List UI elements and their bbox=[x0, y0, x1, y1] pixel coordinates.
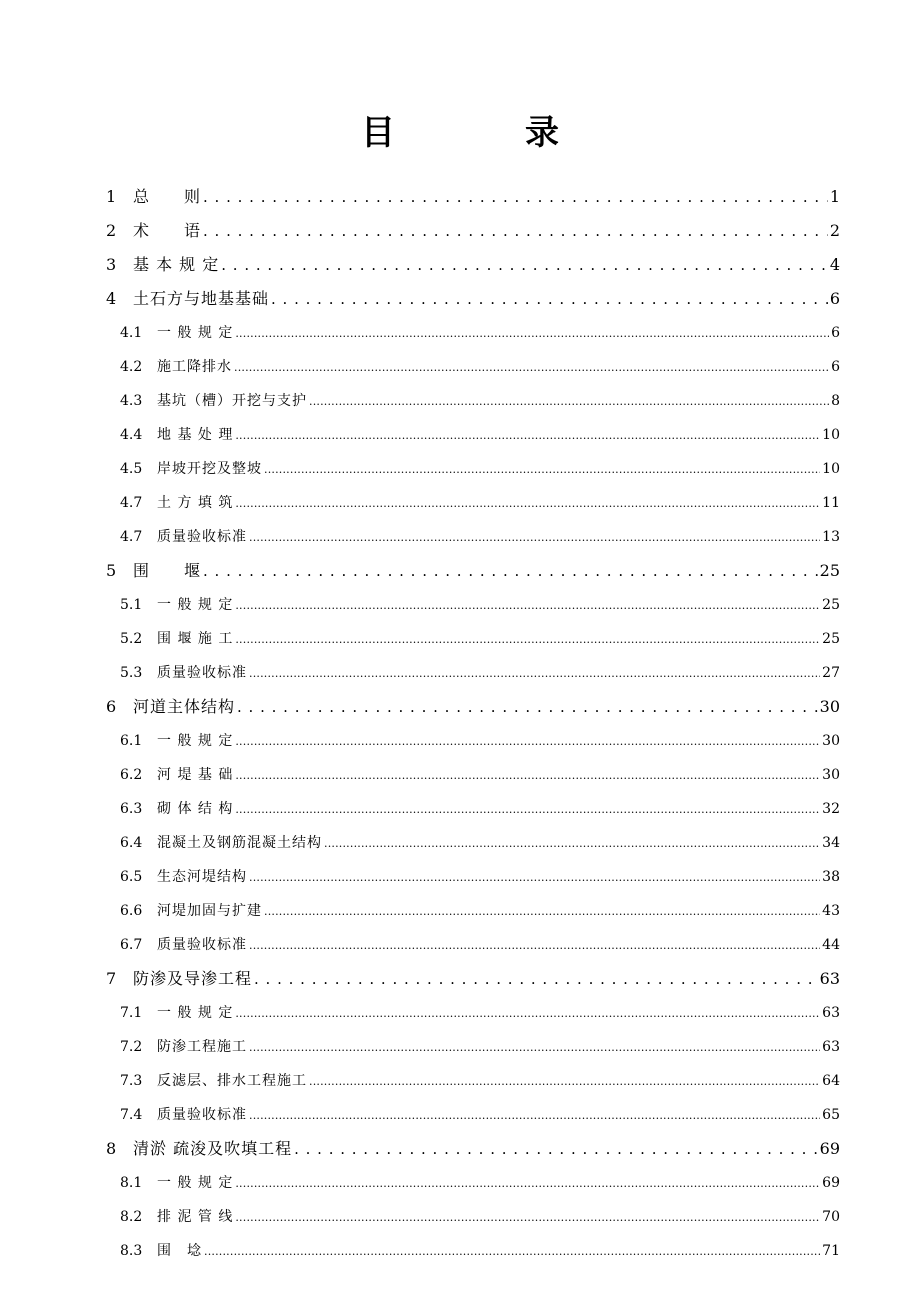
toc-leader-dots bbox=[235, 758, 820, 792]
toc-entry-page-number: 11 bbox=[822, 495, 840, 511]
toc-section-entry[interactable] bbox=[106, 894, 840, 928]
toc-entry-page-number: 30 bbox=[819, 697, 840, 716]
toc-leader-dots bbox=[235, 622, 820, 656]
toc-leader-dots bbox=[204, 1234, 820, 1268]
toc-section-entry[interactable] bbox=[106, 1166, 840, 1200]
toc-entry-label: 生态河堤结构 bbox=[157, 869, 247, 885]
toc-chapter-entry[interactable] bbox=[106, 282, 840, 316]
toc-leader-dots bbox=[309, 384, 829, 418]
toc-entry-number: 8.1 bbox=[120, 1175, 143, 1191]
toc-section-entry[interactable] bbox=[106, 1234, 840, 1268]
toc-entry-label: 河堤加固与扩建 bbox=[157, 903, 262, 919]
toc-entry-label: 河 堤 基 础 bbox=[157, 767, 234, 783]
toc-chapter-entry[interactable] bbox=[106, 962, 840, 996]
toc-leader-dots bbox=[235, 1200, 820, 1234]
toc-entry-label: 术 语 bbox=[133, 221, 202, 240]
toc-section-entry[interactable] bbox=[106, 316, 840, 350]
toc-entry-number: 6.7 bbox=[120, 937, 143, 953]
toc-section-entry[interactable] bbox=[106, 520, 840, 554]
toc-entry-number: 4.3 bbox=[120, 393, 143, 409]
toc-leader-dots bbox=[249, 928, 820, 962]
toc-entry-number: 7.1 bbox=[120, 1005, 143, 1021]
toc-leader-dots bbox=[235, 996, 820, 1030]
toc-leader-dots bbox=[235, 588, 820, 622]
toc-entry-page-number: 63 bbox=[819, 969, 840, 988]
toc-entry-number: 4.7 bbox=[120, 529, 143, 545]
toc-leader-dots bbox=[203, 180, 828, 214]
toc-section-entry[interactable] bbox=[106, 826, 840, 860]
toc-entry-label: 反滤层、排水工程施工 bbox=[157, 1073, 307, 1089]
toc-leader-dots bbox=[254, 962, 818, 996]
toc-entry-label: 质量验收标准 bbox=[157, 937, 247, 953]
toc-section-entry[interactable] bbox=[106, 384, 840, 418]
toc-entry-number: 6 bbox=[106, 697, 117, 716]
toc-chapter-entry[interactable] bbox=[106, 1132, 840, 1166]
toc-entry-page-number: 34 bbox=[822, 835, 840, 851]
toc-entry-page-number: 8 bbox=[831, 393, 840, 409]
toc-entry-page-number: 38 bbox=[822, 869, 840, 885]
toc-section-entry[interactable] bbox=[106, 656, 840, 690]
toc-entry-number: 6.5 bbox=[120, 869, 143, 885]
toc-entry-page-number: 4 bbox=[829, 255, 840, 274]
toc-entry-label: 围 埝 bbox=[157, 1243, 202, 1259]
toc-entry-number: 6.1 bbox=[120, 733, 143, 749]
toc-leader-dots bbox=[203, 214, 828, 248]
toc-entry-label: 土石方与地基基础 bbox=[133, 289, 270, 308]
toc-entry-page-number: 13 bbox=[822, 529, 840, 545]
toc-entry-number: 6.6 bbox=[120, 903, 143, 919]
toc-leader-dots bbox=[249, 656, 820, 690]
toc-leader-dots bbox=[324, 826, 820, 860]
toc-entry-number: 3 bbox=[106, 255, 117, 274]
toc-leader-dots bbox=[249, 520, 820, 554]
toc-entry-number: 4.1 bbox=[120, 325, 143, 341]
toc-leader-dots bbox=[235, 486, 820, 520]
toc-entry-page-number: 69 bbox=[819, 1139, 840, 1158]
toc-entry-label: 混凝土及钢筋混凝土结构 bbox=[157, 835, 322, 851]
toc-entry-page-number: 25 bbox=[822, 597, 840, 613]
toc-section-entry[interactable] bbox=[106, 792, 840, 826]
toc-entry-number: 5.2 bbox=[120, 631, 143, 647]
toc-entry-label: 基坑（槽）开挖与支护 bbox=[157, 393, 307, 409]
toc-entry-label: 施工降排水 bbox=[157, 359, 232, 375]
toc-entry-page-number: 64 bbox=[822, 1073, 840, 1089]
toc-entry-number: 8.2 bbox=[120, 1209, 143, 1225]
toc-entry-page-number: 65 bbox=[822, 1107, 840, 1123]
toc-entry-number: 1 bbox=[106, 187, 117, 206]
toc-leader-dots bbox=[249, 1098, 820, 1132]
toc-leader-dots bbox=[264, 452, 820, 486]
toc-chapter-entry[interactable] bbox=[106, 554, 840, 588]
toc-entry-page-number: 2 bbox=[829, 221, 840, 240]
toc-entry-number: 8 bbox=[106, 1139, 117, 1158]
toc-entry-label: 排 泥 管 线 bbox=[157, 1209, 234, 1225]
toc-entry-number: 7.3 bbox=[120, 1073, 143, 1089]
toc-entry-number: 5.1 bbox=[120, 597, 143, 613]
toc-leader-dots bbox=[264, 894, 820, 928]
toc-entry-label: 围 堰 施 工 bbox=[157, 631, 234, 647]
toc-entry-label: 防渗及导渗工程 bbox=[133, 969, 253, 988]
toc-entry-page-number: 10 bbox=[822, 461, 840, 477]
toc-entry-label: 河道主体结构 bbox=[133, 697, 236, 716]
toc-chapter-entry[interactable] bbox=[106, 214, 840, 248]
toc-section-entry[interactable] bbox=[106, 1098, 840, 1132]
toc-section-entry[interactable] bbox=[106, 996, 840, 1030]
toc-entry-number: 7.2 bbox=[120, 1039, 143, 1055]
toc-entry-label: 砌 体 结 构 bbox=[157, 801, 234, 817]
toc-entry-page-number: 69 bbox=[822, 1175, 840, 1191]
toc-entry-number: 4.4 bbox=[120, 427, 143, 443]
toc-entry-label: 围 堰 bbox=[133, 561, 202, 580]
toc-entry-label: 总 则 bbox=[133, 187, 202, 206]
toc-entry-label: 土 方 填 筑 bbox=[157, 495, 234, 511]
toc-entry-page-number: 44 bbox=[822, 937, 840, 953]
toc-entry-number: 4.2 bbox=[120, 359, 143, 375]
toc-entry-number: 5.3 bbox=[120, 665, 143, 681]
toc-entry-number: 4 bbox=[106, 289, 117, 308]
toc-section-entry[interactable] bbox=[106, 860, 840, 894]
toc-leader-dots bbox=[235, 316, 829, 350]
toc-entry-label: 质量验收标准 bbox=[157, 665, 247, 681]
toc-leader-dots bbox=[249, 860, 820, 894]
toc-entry-page-number: 30 bbox=[822, 767, 840, 783]
toc-leader-dots bbox=[235, 792, 820, 826]
toc-chapter-entry[interactable] bbox=[106, 248, 840, 282]
toc-entry-page-number: 63 bbox=[822, 1039, 840, 1055]
toc-leader-dots bbox=[234, 350, 829, 384]
toc-leader-dots bbox=[221, 248, 828, 282]
toc-leader-dots bbox=[237, 690, 818, 724]
toc-entry-number: 4.5 bbox=[120, 461, 143, 477]
toc-entry-number: 7.4 bbox=[120, 1107, 143, 1123]
toc-leader-dots bbox=[294, 1132, 818, 1166]
toc-entry-page-number: 6 bbox=[831, 359, 840, 375]
toc-entry-page-number: 10 bbox=[822, 427, 840, 443]
toc-section-entry[interactable] bbox=[106, 418, 840, 452]
toc-leader-dots bbox=[203, 554, 818, 588]
toc-entry-label: 一 般 规 定 bbox=[157, 1005, 234, 1021]
toc-leader-dots bbox=[235, 724, 820, 758]
toc-entry-label: 一 般 规 定 bbox=[157, 733, 234, 749]
toc-section-entry[interactable] bbox=[106, 928, 840, 962]
toc-section-entry[interactable] bbox=[106, 1030, 840, 1064]
toc-entry-number: 6.4 bbox=[120, 835, 143, 851]
toc-entry-page-number: 63 bbox=[822, 1005, 840, 1021]
table-of-contents bbox=[106, 180, 840, 1268]
toc-entry-page-number: 32 bbox=[822, 801, 840, 817]
toc-leader-dots bbox=[235, 1166, 820, 1200]
toc-entry-number: 5 bbox=[106, 561, 117, 580]
toc-entry-page-number: 6 bbox=[831, 325, 840, 341]
toc-section-entry[interactable] bbox=[106, 486, 840, 520]
toc-entry-label: 清淤 疏浚及吹填工程 bbox=[133, 1139, 293, 1158]
toc-entry-page-number: 30 bbox=[822, 733, 840, 749]
toc-leader-dots bbox=[235, 418, 820, 452]
toc-entry-label: 基 本 规 定 bbox=[133, 255, 220, 274]
toc-entry-page-number: 25 bbox=[822, 631, 840, 647]
toc-entry-label: 防渗工程施工 bbox=[157, 1039, 247, 1055]
toc-section-entry[interactable] bbox=[106, 1064, 840, 1098]
toc-section-entry[interactable] bbox=[106, 758, 840, 792]
toc-entry-label: 地 基 处 理 bbox=[157, 427, 234, 443]
toc-entry-label: 一 般 规 定 bbox=[157, 1175, 234, 1191]
toc-section-entry[interactable] bbox=[106, 724, 840, 758]
toc-entry-page-number: 1 bbox=[829, 187, 840, 206]
toc-entry-label: 一 般 规 定 bbox=[157, 597, 234, 613]
toc-entry-page-number: 71 bbox=[822, 1243, 840, 1259]
toc-leader-dots bbox=[271, 282, 828, 316]
toc-entry-label: 一 般 规 定 bbox=[157, 325, 234, 341]
toc-entry-number: 7 bbox=[106, 969, 117, 988]
toc-entry-page-number: 27 bbox=[822, 665, 840, 681]
toc-entry-label: 质量验收标准 bbox=[157, 1107, 247, 1123]
toc-leader-dots bbox=[309, 1064, 820, 1098]
toc-entry-number: 8.3 bbox=[120, 1243, 143, 1259]
toc-entry-number: 2 bbox=[106, 221, 117, 240]
toc-entry-page-number: 6 bbox=[829, 289, 840, 308]
toc-entry-number: 4.7 bbox=[120, 495, 143, 511]
toc-entry-label: 岸坡开挖及整坡 bbox=[157, 461, 262, 477]
toc-chapter-entry[interactable] bbox=[106, 690, 840, 724]
toc-entry-page-number: 43 bbox=[822, 903, 840, 919]
toc-entry-number: 6.2 bbox=[120, 767, 143, 783]
toc-chapter-entry[interactable] bbox=[106, 180, 840, 214]
toc-entry-number: 6.3 bbox=[120, 801, 143, 817]
toc-leader-dots bbox=[249, 1030, 820, 1064]
toc-entry-label: 质量验收标准 bbox=[157, 529, 247, 545]
toc-entry-page-number: 25 bbox=[819, 561, 840, 580]
toc-section-entry[interactable] bbox=[106, 452, 840, 486]
toc-section-entry[interactable] bbox=[106, 1200, 840, 1234]
toc-section-entry[interactable] bbox=[106, 622, 840, 656]
page-title: 目 录 bbox=[361, 113, 607, 153]
toc-section-entry[interactable] bbox=[106, 350, 840, 384]
toc-section-entry[interactable] bbox=[106, 588, 840, 622]
toc-entry-page-number: 70 bbox=[822, 1209, 840, 1225]
